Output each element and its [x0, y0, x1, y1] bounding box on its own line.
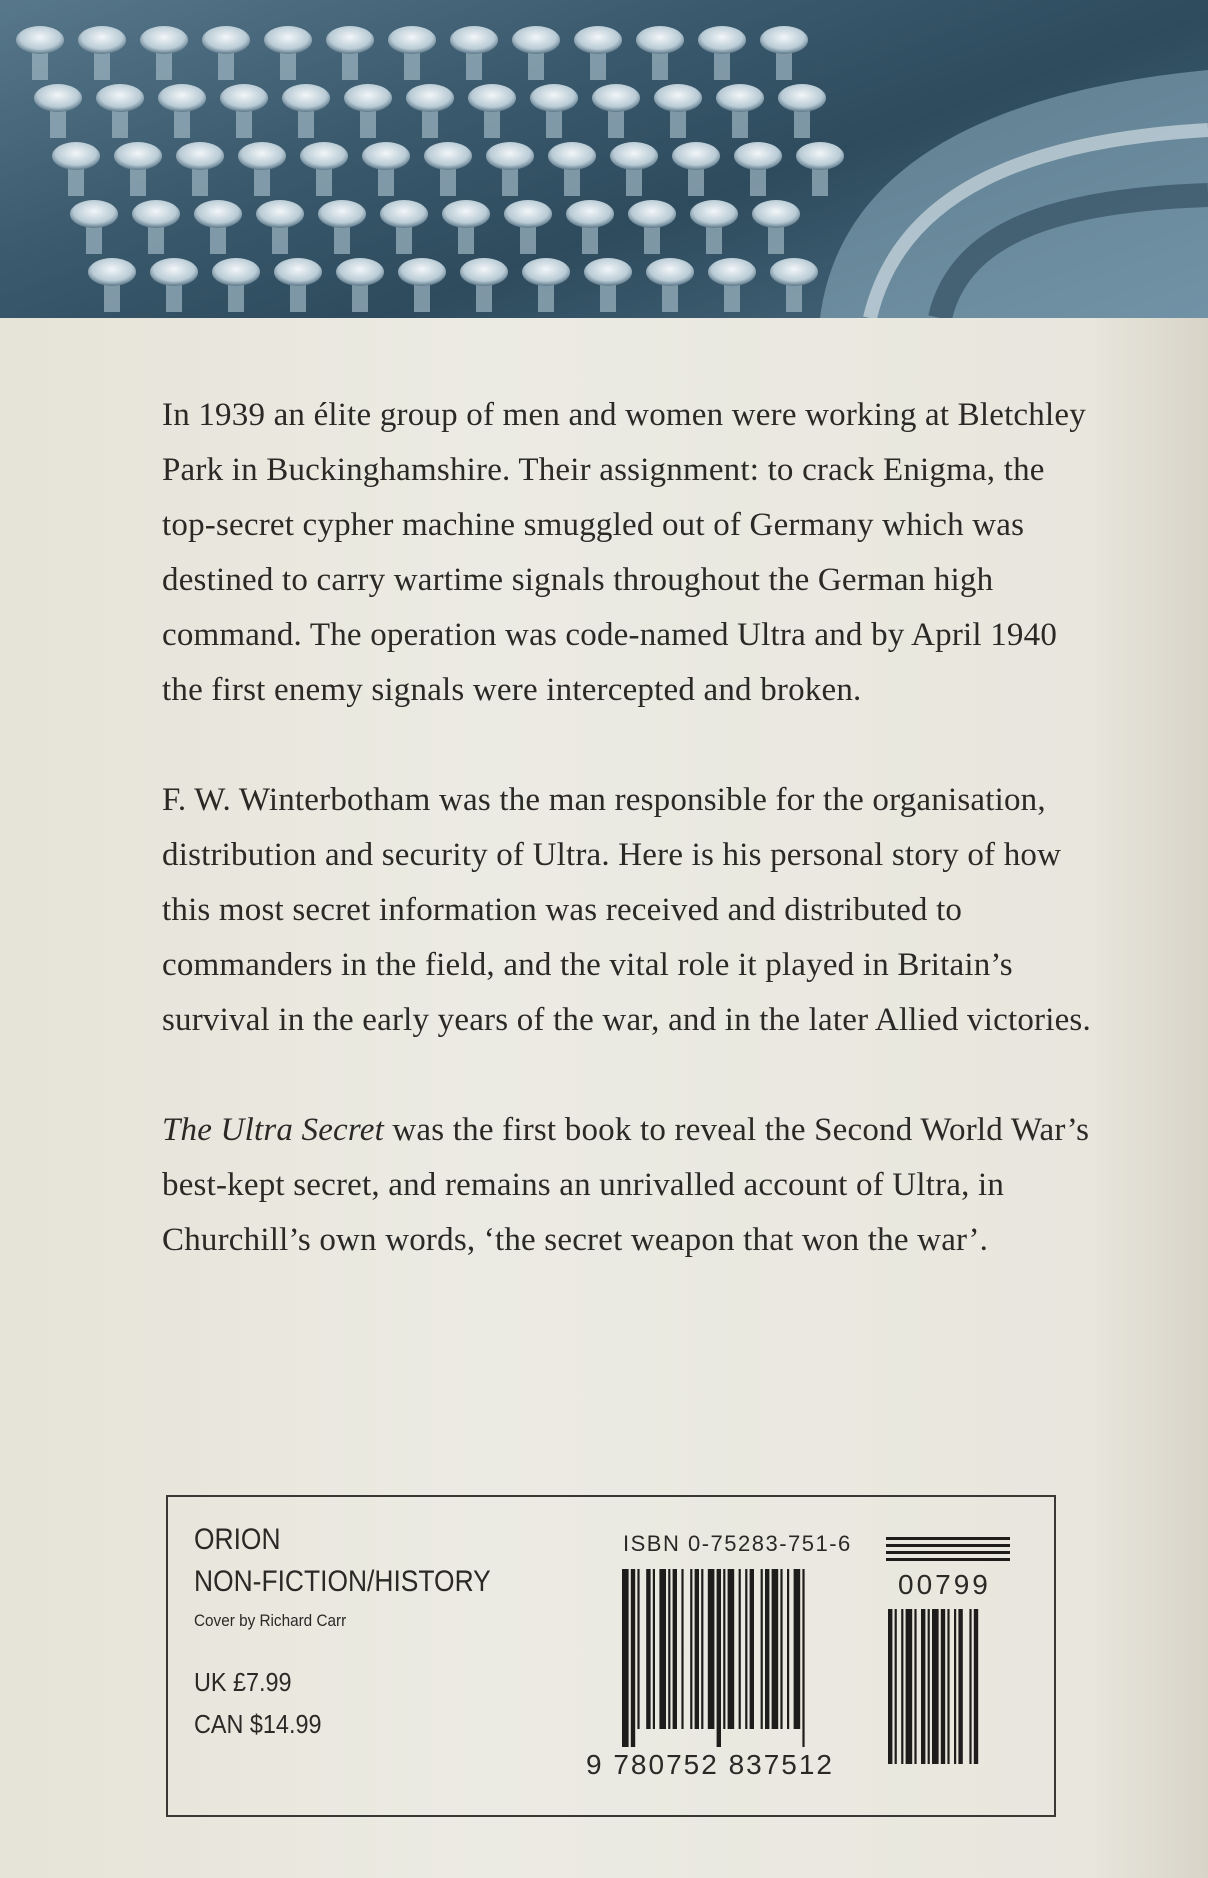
blurb-paragraph-1: In 1939 an élite group of men and women were working at Bletchley Park in Buckinghamshire. Their assignment: to crack Enigma, the top-secret cypher machine smuggled out of Germany which was destined to carry wartime signals throughout the German high command. The operation was code-named Ultra and by April 1940 the first enemy signals were intercepted and broken. [162, 397, 1086, 708]
price-uk: UK £7.99 [194, 1667, 292, 1697]
isbn-number: ISBN 0-75283-751-6 [623, 1531, 852, 1556]
blurb-paragraph-2: F. W. Winterbotham was the man responsible for the organisation, distribution and security of Ultra. Here is his personal story of how this most secret information was received and distributed to commanders in the field, and the vital role it played in Britain’s survival in the early years of the war, and in the later Allied victories. [162, 782, 1091, 1038]
ean-barcode [618, 1569, 878, 1749]
cover-credit: Cover by Richard Carr [194, 1611, 347, 1630]
blurb-paragraph-3-text: was the first book to reveal the Second World War’s best-kept secret, and remains an unrivalled account of Ultra, in Churchill’s own words, ‘the secret weapon that won the war’. [162, 1112, 1090, 1258]
back-cover-page [0, 318, 1208, 1878]
publisher-info-box [166, 1495, 1056, 1817]
blurb-paragraph-3 [162, 1103, 1092, 1268]
cover-photo-enigma-machine [0, 0, 1208, 318]
publisher-name: ORION [194, 1523, 281, 1556]
ean-digits: 9 780752 837512 [586, 1749, 834, 1780]
book-title: The Ultra Secret [162, 1112, 384, 1148]
book-category: NON-FICTION/HISTORY [194, 1565, 491, 1598]
blurb-text [162, 388, 1092, 1323]
addon-digits: 00799 [898, 1569, 991, 1600]
price-can: CAN $14.99 [194, 1709, 322, 1739]
